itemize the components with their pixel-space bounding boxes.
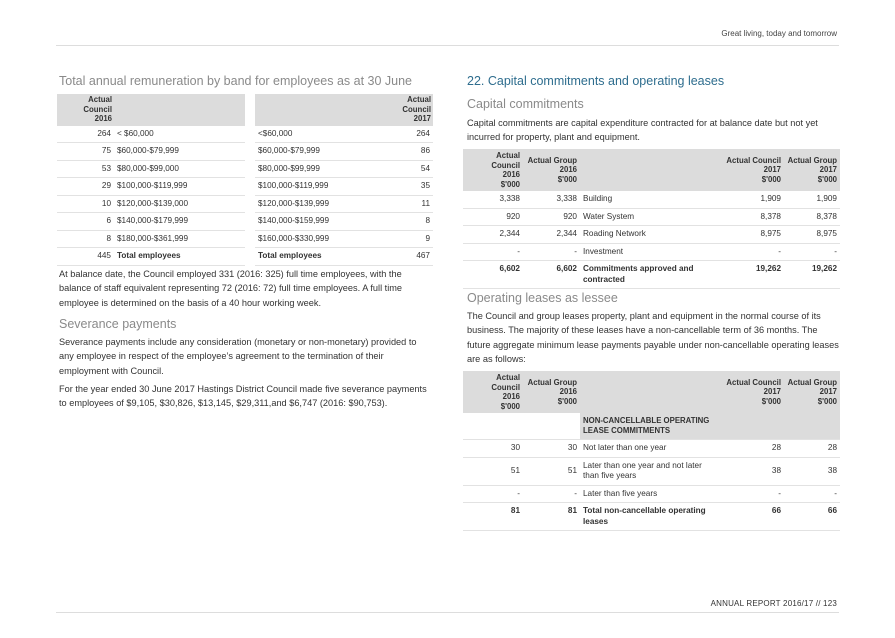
council-2016-total: 81 [463, 503, 523, 531]
header-line: Actual Group [527, 377, 577, 387]
employee-count: 10 [57, 195, 114, 213]
header-line: $'000 [500, 179, 520, 189]
row-label: Investment [580, 243, 720, 261]
employee-count: 264 [57, 126, 114, 143]
header-line: 2016 [502, 170, 520, 179]
council-2016-value: 3,338 [463, 191, 523, 208]
council-2016-value: 30 [463, 440, 523, 458]
header-cell [463, 371, 523, 413]
row-label: Later than five years [580, 485, 720, 503]
blank-cell [463, 413, 523, 440]
table-row [255, 213, 433, 231]
total-label: Commitments approved and contracted [580, 261, 720, 289]
salary-band: $120,000-$139,999 [255, 195, 375, 213]
table-row [57, 195, 245, 213]
council-2016-value: 2,344 [463, 226, 523, 244]
table-header-row [57, 94, 245, 126]
salary-band: $100,000-$119,999 [114, 178, 245, 196]
capital-commitments-table [463, 149, 840, 289]
group-2017-value: 1,909 [784, 191, 840, 208]
row-label: Later than one year and not later than five years [580, 457, 720, 485]
group-2016-value: - [523, 485, 580, 503]
table-row [255, 178, 433, 196]
remuneration-title: Total annual remuneration by band for employees as at 30 June [59, 74, 413, 88]
header-line: $'000 [500, 401, 520, 411]
table-row [255, 126, 433, 143]
salary-band: $100,000-$119,999 [255, 178, 375, 196]
council-2016-value: 51 [463, 457, 523, 485]
header-line: 2017 [413, 114, 431, 123]
capital-paragraph: Capital commitments are capital expenditure contracted for at balance date but not yet incurred for property, plant and equipment. [467, 118, 818, 143]
operating-leases-table [463, 371, 840, 531]
severance-paragraph-1: Severance payments include any consideration (monetary or non-monetary) provided to any employee in respect of the employee’s agreement to the termination of their employment with Council. [59, 337, 417, 376]
header-cell [720, 149, 784, 191]
council-2016-value: - [463, 485, 523, 503]
header-line: Actual Group [527, 155, 577, 165]
page-tagline: Great living, today and tomorrow [721, 29, 837, 38]
total-row [463, 503, 840, 531]
row-label: Roading Network [580, 226, 720, 244]
employee-count: 75 [57, 143, 114, 161]
total-label: Total employees [114, 248, 245, 266]
balance-paragraph: At balance date, the Council employed 331 (2016: 325) full time employees, with the balance of staff equivalent representing 72 (2016: 72) full time employees. A full time employee is determined on the basis of a 40 hour working week. [59, 269, 403, 308]
table-row [255, 230, 433, 248]
group-2016-value: 920 [523, 208, 580, 226]
header-line: $'000 [761, 396, 781, 406]
table-header-row [463, 149, 840, 191]
row-label: Not later than one year [580, 440, 720, 458]
total-label: Total employees [255, 248, 375, 266]
remuneration-table-2016 [57, 94, 245, 266]
employee-count: 11 [375, 195, 433, 213]
header-line: $'000 [557, 174, 577, 184]
salary-band: $160,000-$330,999 [255, 230, 375, 248]
header-line: 2016 [559, 387, 577, 397]
header-line: Actual Council [83, 95, 112, 114]
header-cell-blank [255, 94, 375, 126]
group-2016-total: 81 [523, 503, 580, 531]
council-2017-value: 8,378 [720, 208, 784, 226]
group-2016-value: 51 [523, 457, 580, 485]
group-2017-value: 38 [784, 457, 840, 485]
council-2016-total: 6,602 [463, 261, 523, 289]
blank-cell [523, 413, 580, 440]
header-cell [784, 149, 840, 191]
council-2017-total: 19,262 [720, 261, 784, 289]
header-line: Actual Council [726, 155, 781, 165]
table-row [255, 160, 433, 178]
header-line: $'000 [817, 396, 837, 406]
salary-band: $120,000-$139,000 [114, 195, 245, 213]
header-cell [523, 371, 580, 413]
employee-count: 86 [375, 143, 433, 161]
employee-count: 8 [57, 230, 114, 248]
table-row [57, 143, 245, 161]
salary-band: $140,000-$179,999 [114, 213, 245, 231]
salary-band: $80,000-$99,999 [255, 160, 375, 178]
header-line: Actual Group [787, 155, 837, 165]
header-line: Actual Council [726, 377, 781, 387]
salary-band: $180,000-$361,999 [114, 230, 245, 248]
employee-count: 35 [375, 178, 433, 196]
total-count: 467 [375, 248, 433, 266]
remuneration-table-2017 [255, 94, 433, 266]
council-2017-value: 8,975 [720, 226, 784, 244]
header-line: 2017 [763, 165, 781, 175]
header-line: 2016 [502, 392, 520, 401]
group-2016-value: 30 [523, 440, 580, 458]
employee-count: 54 [375, 160, 433, 178]
council-2017-value: 28 [720, 440, 784, 458]
table-row [57, 213, 245, 231]
group-2017-value: - [784, 243, 840, 261]
group-2017-value: 8,378 [784, 208, 840, 226]
total-row [57, 248, 245, 266]
header-divider [56, 45, 839, 46]
group-2016-value: 2,344 [523, 226, 580, 244]
footer-divider [56, 612, 839, 613]
group-2017-value: - [784, 485, 840, 503]
blank-cell [720, 413, 784, 440]
salary-band: $140,000-$159,999 [255, 213, 375, 231]
employee-count: 9 [375, 230, 433, 248]
header-line: Actual Council [402, 95, 431, 114]
total-count: 445 [57, 248, 114, 266]
council-2017-total: 66 [720, 503, 784, 531]
header-cell [720, 371, 784, 413]
header-line: Actual Council [491, 373, 520, 392]
header-cell-blank [580, 371, 720, 413]
subheader-label: NON-CANCELLABLE OPERATING LEASE COMMITMENTS [580, 413, 720, 440]
table-header-row [463, 371, 840, 413]
salary-band: $80,000-$99,000 [114, 160, 245, 178]
council-2017-value: 1,909 [720, 191, 784, 208]
table-row [57, 178, 245, 196]
header-cell [784, 371, 840, 413]
group-2017-total: 19,262 [784, 261, 840, 289]
employee-count: 264 [375, 126, 433, 143]
table-row [255, 143, 433, 161]
header-line: 2017 [819, 165, 837, 175]
header-cell-blank [580, 149, 720, 191]
total-row [255, 248, 433, 266]
table-row [463, 191, 840, 208]
council-2016-value: - [463, 243, 523, 261]
group-2016-total: 6,602 [523, 261, 580, 289]
header-line: $'000 [761, 174, 781, 184]
table-row [463, 226, 840, 244]
header-cell [375, 94, 433, 126]
table-row [463, 440, 840, 458]
council-2016-value: 920 [463, 208, 523, 226]
leases-paragraph: The Council and group leases property, plant and equipment in the normal course of its business. The majority of these leases have a non-cancellable term of 36 months. The future aggregate minimum lease payments payable under non-cancellable operating leases are as follows: [467, 311, 839, 364]
council-2017-value: - [720, 243, 784, 261]
header-line: $'000 [817, 174, 837, 184]
total-row [463, 261, 840, 289]
total-label: Total non-cancellable operating leases [580, 503, 720, 531]
header-line: Actual Group [787, 377, 837, 387]
employee-count: 6 [57, 213, 114, 231]
table-row [57, 230, 245, 248]
header-line: 2017 [763, 387, 781, 397]
header-cell [523, 149, 580, 191]
severance-paragraph-2: For the year ended 30 June 2017 Hastings District Council made five severance payments to employees of $9,105, $30,826, $13,145, $29,311,and $6,747 (2016: $90,753). [59, 384, 427, 409]
header-cell-blank [114, 94, 245, 126]
table-row [255, 195, 433, 213]
table-row [463, 243, 840, 261]
section-title: 22. Capital commitments and operating leases [467, 74, 725, 88]
group-2016-value: - [523, 243, 580, 261]
group-2017-value: 8,975 [784, 226, 840, 244]
header-line: Actual Council [491, 151, 520, 170]
employee-count: 29 [57, 178, 114, 196]
employee-count: 53 [57, 160, 114, 178]
subheader-row [463, 413, 840, 440]
table-row [463, 457, 840, 485]
page-footer: ANNUAL REPORT 2016/17 // 123 [710, 599, 837, 608]
salary-band: < $60,000 [114, 126, 245, 143]
header-line: 2016 [94, 114, 112, 123]
employee-count: 8 [375, 213, 433, 231]
leases-title: Operating leases as lessee [467, 291, 618, 305]
table-row [57, 160, 245, 178]
table-row [463, 485, 840, 503]
header-cell [57, 94, 114, 126]
salary-band: $60,000-$79,999 [255, 143, 375, 161]
group-2016-value: 3,338 [523, 191, 580, 208]
capital-title: Capital commitments [467, 97, 584, 111]
header-cell [463, 149, 523, 191]
header-line: 2016 [559, 165, 577, 175]
council-2017-value: 38 [720, 457, 784, 485]
row-label: Building [580, 191, 720, 208]
council-2017-value: - [720, 485, 784, 503]
severance-title: Severance payments [59, 317, 177, 331]
blank-cell [784, 413, 840, 440]
group-2017-total: 66 [784, 503, 840, 531]
table-row [463, 208, 840, 226]
table-row [57, 126, 245, 143]
header-line: $'000 [557, 396, 577, 406]
group-2017-value: 28 [784, 440, 840, 458]
salary-band: <$60,000 [255, 126, 375, 143]
table-header-row [255, 94, 433, 126]
salary-band: $60,000-$79,999 [114, 143, 245, 161]
row-label: Water System [580, 208, 720, 226]
header-line: 2017 [819, 387, 837, 397]
